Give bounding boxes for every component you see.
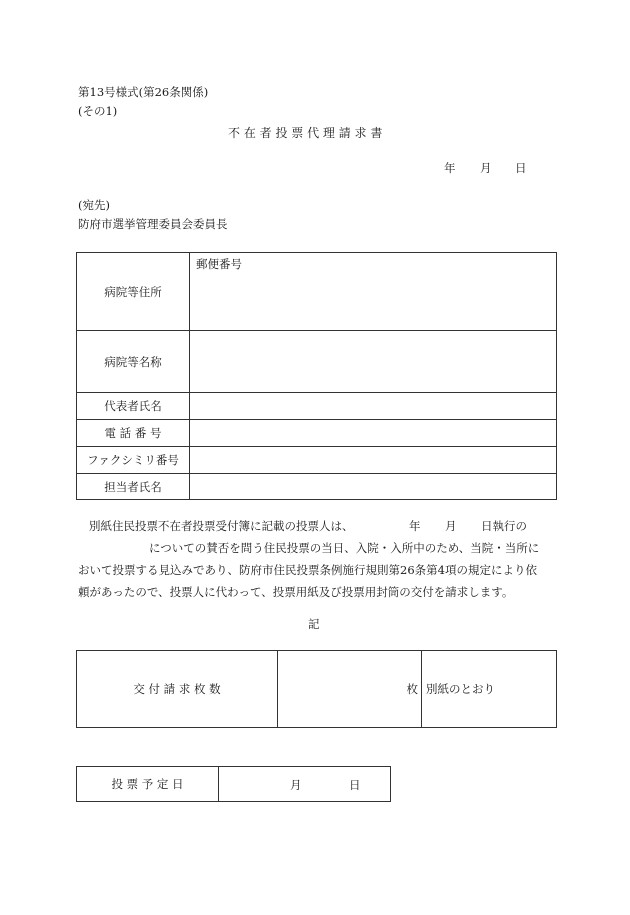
date-day-label: 日 <box>515 161 527 175</box>
body-day-label: 日執行の <box>481 519 527 533</box>
document-title: 不 在 者 投 票 代 理 請 求 書 <box>228 126 383 140</box>
table-row <box>77 447 557 474</box>
vote-day-label: 日 <box>349 778 361 792</box>
vote-date-field[interactable] <box>219 767 391 802</box>
table-row <box>77 420 557 447</box>
phone-number-label: 電 話 番 号 <box>77 420 190 447</box>
body-line-2: についての賛否を問う住民投票の当日、入院・入所中のため、当院・当所に <box>149 541 540 555</box>
body-line-3: おいて投票する見込みであり、防府市住民投票条例施行規則第26条第4項の規定により依 <box>78 563 537 577</box>
body-month-label: 月 <box>445 519 457 533</box>
institution-info-table <box>76 252 557 500</box>
representative-name-label: 代表者氏名 <box>77 393 190 420</box>
body-line-4: 頼があったので、投票人に代わって、投票用紙及び投票用封筒の交付を請求します。 <box>78 585 514 599</box>
staff-name-label: 担当者氏名 <box>77 474 190 500</box>
phone-number-field[interactable] <box>190 420 557 447</box>
fax-number-field[interactable] <box>190 447 557 474</box>
body-line-1: 別紙住民投票不在者投票受付簿に記載の投票人は、 <box>89 519 354 533</box>
table-row <box>77 474 557 500</box>
request-count-label: 交 付 請 求 枚 数 <box>77 651 278 728</box>
form-part: (その1) <box>78 104 118 118</box>
vote-date-label: 投 票 予 定 日 <box>77 767 219 802</box>
table-row <box>77 253 557 331</box>
table-row <box>77 393 557 420</box>
note-mark: 記 <box>308 617 320 631</box>
vote-month-label: 月 <box>290 778 302 792</box>
table-row <box>77 331 557 393</box>
table-row <box>77 651 557 728</box>
table-row <box>77 767 391 802</box>
addressee-name: 防府市選挙管理委員会委員長 <box>78 217 228 231</box>
hospital-address-field[interactable] <box>190 253 557 331</box>
addressee-label: (宛先) <box>78 198 110 212</box>
postal-code-label: 郵便番号 <box>196 257 242 271</box>
hospital-name-field[interactable] <box>190 331 557 393</box>
staff-name-field[interactable] <box>190 474 557 500</box>
sheet-unit-label: 枚 <box>406 682 418 696</box>
vote-date-table <box>76 766 391 802</box>
fax-number-label: ファクシミリ番号 <box>77 447 190 474</box>
date-month-label: 月 <box>480 161 492 175</box>
request-count-table <box>76 650 557 728</box>
request-count-note: 別紙のとおり <box>422 651 557 728</box>
hospital-address-label: 病院等住所 <box>77 253 190 331</box>
date-year-label: 年 <box>444 161 456 175</box>
body-year-label: 年 <box>409 519 421 533</box>
request-count-field[interactable] <box>278 651 422 728</box>
form-number: 第13号様式(第26条関係) <box>78 85 209 99</box>
representative-name-field[interactable] <box>190 393 557 420</box>
hospital-name-label: 病院等名称 <box>77 331 190 393</box>
